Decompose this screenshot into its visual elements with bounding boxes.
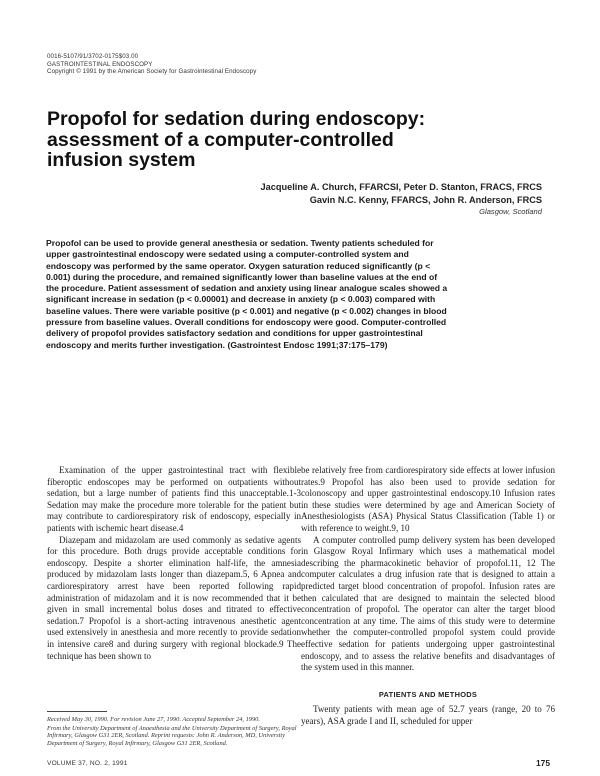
authors-line-2: Gavin N.C. Kenny, FFARCS, John R. Anderson, FRCS <box>309 194 542 205</box>
copyright-line: Copyright © 1991 by the American Society for Gastrointestinal Endoscopy <box>47 68 257 76</box>
abstract <box>46 238 451 351</box>
footnote-divider <box>47 711 107 712</box>
section-heading: PATIENTS AND METHODS <box>378 690 478 699</box>
journal-code: 0016-5107/91/3702-0175$03.00 <box>47 53 139 60</box>
author-list <box>261 181 542 206</box>
methods-section <box>301 704 555 727</box>
page-number: 175 <box>536 758 550 768</box>
paragraph: A computer controlled pump delivery system has been developed in Glasgow Royal Infirmary which uses a mathematical model describing the pharmacokinetic behavior of propofol.11, 12 The computer calculates a drug infusion rate that is designed to attain a predicted target blood concentration of propofol. Infusion rates are then calculated that are designed to maintain the selected blood concentration of propofol. The operator can alter the target blood concentration at any time. The aims of this study were to determine whether the computer-controlled propofol system could provide effective sedation for patients undergoing upper gastrointestinal endoscopy, and to assess the relative benefits and disadvantages of the system used in this manner. <box>301 534 555 673</box>
abstract-text: Propofol can be used to provide general anesthesia or sedation. Twenty patients scheduled for upper gastrointestinal endoscopy were sedated using a computer-controlled system and endoscopy was performed by the same operator. Oxygen saturation reduced significantly (p < 0.001) during the procedure, and remained significantly lower than baseline values at the end of the procedure. Patient assessment of sedation and anxiety using linear analogue scales showed a significant increase in sedation (p < 0.00001) and decrease in anxiety (p < 0.003) compared with baseline values. There were variable positive (p < 0.001) and negative (p < 0.002) changes in blood pressure from baseline values. Overall conditions for endoscopy were good. Computer-controlled delivery of propofol provides satisfactory sedation and conditions for upper gastrointestinal endoscopy and merits further investigation. (Gastrointest Endosc 1991;37:175–179) <box>46 238 448 350</box>
volume-info: VOLUME 37, NO. 2, 1991 <box>47 760 128 767</box>
journal-header <box>47 53 256 76</box>
paragraph: Diazepam and midazolam are used commonly as sedative agents for this procedure. Both drugs provide acceptable conditions for endoscopy. Despite a shorter elimination half-life, the amnesia produced by midazolam lasts longer than diazepam.5, 6 Apnea and cardiorespiratory arrest have been reported following rapid administration of midazolam and it is now recommended that it be given in small incremental bolus doses and titrated to effective sedation.7 Propofol is a short-acting intravenous anesthetic agent used extensively in anesthesia and more recently to provide sedation in intensive care8 and during surgery with regional blockade.9 The technique has been shown to <box>47 534 301 661</box>
body-column-right <box>301 465 555 674</box>
affiliation-note: From the University Department of Anaesthesia and the University Department of Surgery, Royal Infirmary, Glasgow G31 2ER, Scotland. Reprint requests: John R. Anderson, MD, University Department of Surgery, Royal Infirmary, Glasgow G31 2ER, Scotland. <box>47 724 297 747</box>
received-note: Received May 30, 1990. For revision June 27, 1990. Accepted September 24, 1990. <box>47 716 260 723</box>
journal-name: GASTROINTESTINAL ENDOSCOPY <box>47 60 153 68</box>
body-column-left <box>47 465 301 662</box>
paragraph: be relatively free from cardiorespiratory side effects at lower infusion rates.9 Propofol has also been used to provide sedation for colonoscopy and upper gastrointestinal endoscopy.10 Infusion rates in these studies were determined by age and American Society of Anesthesiologists (ASA) Physical Status Classification (Table 1) or with reference to weight.9, 10 <box>301 465 555 533</box>
authors-line-1: Jacqueline A. Church, FFARCSI, Peter D. Stanton, FRACS, FRCS <box>260 182 542 192</box>
footnotes <box>47 716 297 748</box>
author-location: Glasgow, Scotland <box>479 207 542 216</box>
paragraph: Examination of the upper gastrointestinal tract with flexible fiberoptic endoscopes may be performed on outpatients without sedation, but a large number of patients find this unacceptable.1-3 Sedation may make the procedure more tolerable for the patient but may contribute to cardiorespiratory risk of endoscopy, especially in patients with ischemic heart disease.4 <box>47 465 301 533</box>
paragraph: Twenty patients with mean age of 52.7 years (range, 20 to 76 years), ASA grade I and II, scheduled for upper <box>301 704 555 726</box>
article-title: Propofol for sedation during endoscopy: assessment of a computer-controlled infusion system <box>47 108 426 171</box>
